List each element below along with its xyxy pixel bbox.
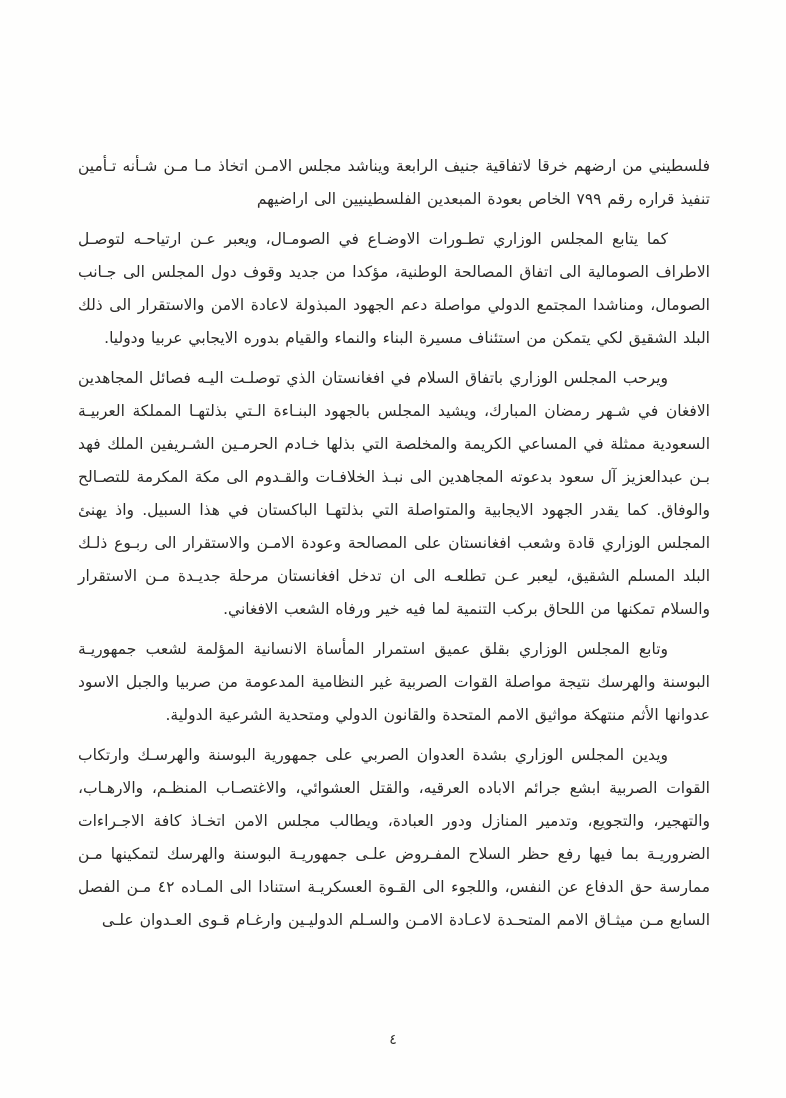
paragraph-continuation: فلسطيني من ارضهم خرقا لاتفاقية جنيف الرابعة ويناشد مجلس الامـن اتخاذ مـا مـن شـأنه تـأمين تنفيذ قراره رقم ٧٩٩ الخاص بعودة المبعدين الفلسطينيين الى اراضيهم xyxy=(78,157,710,208)
page-number: ٤ xyxy=(389,1032,397,1048)
paragraph-afghanistan: ويرحب المجلس الوزاري باتفاق السلام في افغانستان الذي توصلـت اليـه فصائل المجاهدين الافغان في شـهر رمضان المبارك، ويشيد المجلس بالجهود البنـاءة الـتي بذلتهـا المملكة العربيـة السعودية ممثلة في المساعي الكريمة والمخلصة التي بذلها خـادم الحرمـين الشـريفين الملك فهد بـن عبدالعزيز آل سعود بدعوته المجاهدين الى نبـذ الخلافـات والقـدوم الى مكة المكرمة للتصـالح والوفاق. كما يقدر الجهود الايجابية والمتواصلة التي بذلتهـا الباكستان في هذا السبيل. واذ يهنئ المجلس الوزاري قادة وشعب افغانستان على المصالحة وعودة الامـن والاستقرار الى ربـوع ذلـك البلد المسلم الشقيق، ليعبر عـن تطلعـه الى ان تدخل افغانستان مرحلة جديـدة مـن الاستقرار والسلام تمكنها من اللحاق بركب التنمية لما فيه خير ورفاه الشعب الافغاني. xyxy=(78,369,710,618)
paragraph-somalia: كما يتابع المجلس الوزاري تطـورات الاوضـاع في الصومـال، ويعبر عـن ارتياحـه لتوصـل الاطراف الصومالية الى اتفاق المصالحة الوطنية، مؤكدا من جديد وقوف دول المجلس الى جـانب الصومال، ومناشدا المجتمع الدولي مواصلة دعم الجهود المبذولة لاعادة الامن والاستقرار الى ذلك البلد الشقيق لكي يتمكن من استئناف مسيرة البناء والنماء والقيام بدوره الايجابي عربيا ودوليا. xyxy=(78,230,710,347)
paragraph-bosnia-tragedy: وتابع المجلس الوزاري بقلق عميق استمرار المأساة الانسانية المؤلمة لشعب جمهوريـة البوسنة والهرسك نتيجة مواصلة القوات الصربية غير النظامية المدعومة من صربيا والجبل الاسود عدوانها الأثم منتهكة مواثيق الامم المتحدة والقانون الدولي ومتحدية الشرعية الدولية. xyxy=(78,640,710,724)
paragraph-bosnia-condemnation: ويدين المجلس الوزاري بشدة العدوان الصربي على جمهورية البوسنة والهرسـك وارتكاب القوات الصربية ابشع جرائم الاباده العرقيه، والقتل العشوائي، والاغتصـاب المنظـم، والارهـاب، والتهجير، والتجويع، وتدمير المنازل ودور العبادة، ويطالب مجلس الامن اتخـاذ كافة الاجـراءات الضروريـة بما فيها رفع حظر السلاح المفـروض علـى جمهوريـة البوسنة والهرسك لتمكينها مـن ممارسة حق الدفاع عن النفس، واللجوء الى القـوة العسكريـة استنادا الى المـاده ٤٢ مـن الفصل السابع مـن ميثـاق الامم المتحـدة لاعـادة الامـن والسـلم الدوليـين وارغـام قـوى العـدوان علـى xyxy=(78,746,710,929)
document-body xyxy=(78,150,710,944)
